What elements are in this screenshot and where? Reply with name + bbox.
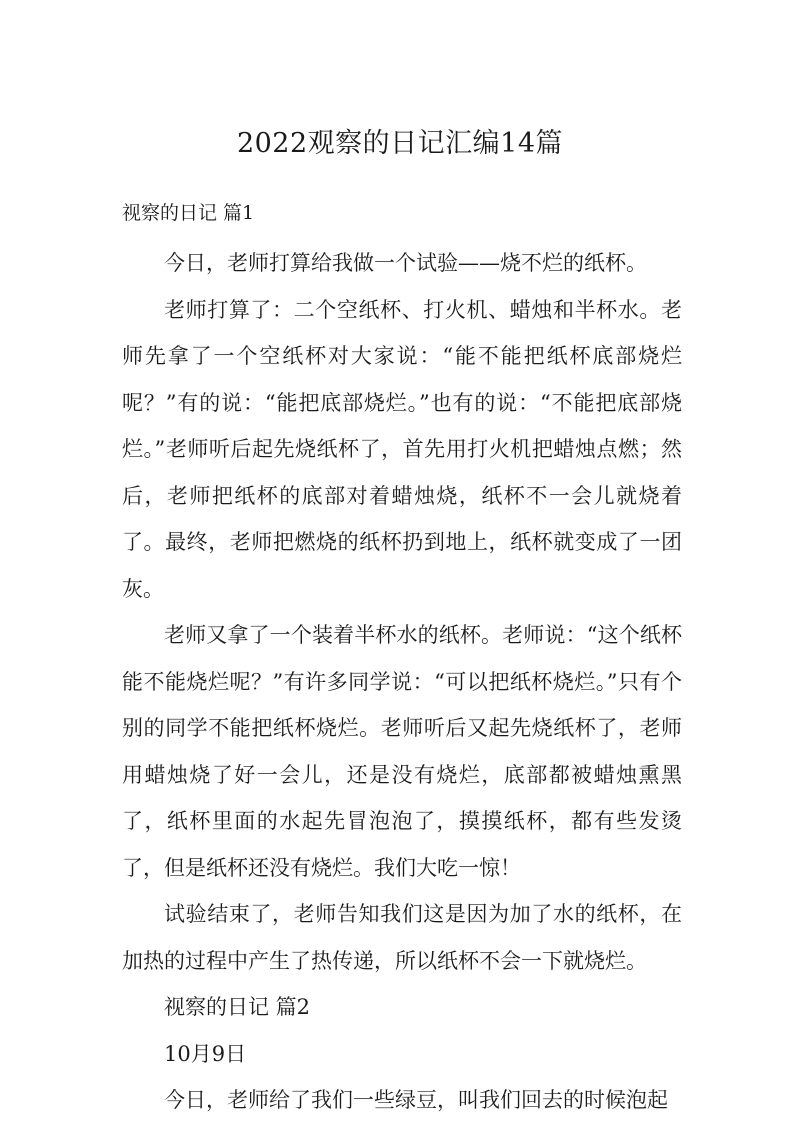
date-line: 10月9日	[164, 1041, 247, 1066]
paragraph-2: 老师打算了：二个空纸杯、打火机、蜡烛和半杯水。老师先拿了一个空纸杯对大家说：“能不能把纸杯底部烧烂呢？”有的说：“能把底部烧烂。”也有的说：“不能把底部烧烂。”老师听后起先烧纸杯了，首先用打火机把蜡烛点燃；然后，老师把纸杯的底部对着蜡烛烧，纸杯不一会儿就烧着了。最终，老师把燃烧的纸杯扔到地上，纸杯就变成了一团灰。	[122, 297, 682, 601]
paragraph-4: 试验结束了，老师告知我们这是因为加了水的纸杯，在加热的过程中产生了热传递，所以纸杯不会一下就烧烂。	[122, 902, 682, 973]
paragraph-3: 老师又拿了一个装着半杯水的纸杯。老师说：“这个纸杯能不能烧烂呢？”有许多同学说：“可以把纸杯烧烂。”只有个别的同学不能把纸杯烧烂。老师听后又起先烧纸杯了，老师用蜡烛烧了好一会儿，还是没有烧烂，底部都被蜡烛熏黑了，纸杯里面的水起先冒泡泡了，摸摸纸杯，都有些发烫了，但是纸杯还没有烧烂。我们大吃一惊！	[122, 623, 682, 880]
paragraph-5: 今日，老师给了我们一些绿豆，叫我们回去的时候泡起	[164, 1088, 668, 1112]
section-heading-2: 视察的日记 篇2	[164, 995, 311, 1019]
section-heading-1: 视察的日记 篇1	[122, 202, 255, 224]
document-title: 2022观察的日记汇编14篇	[236, 128, 564, 159]
paragraph-1: 今日，老师打算给我做一个试验——烧不烂的纸杯。	[164, 251, 647, 275]
document-body	[122, 240, 682, 1124]
